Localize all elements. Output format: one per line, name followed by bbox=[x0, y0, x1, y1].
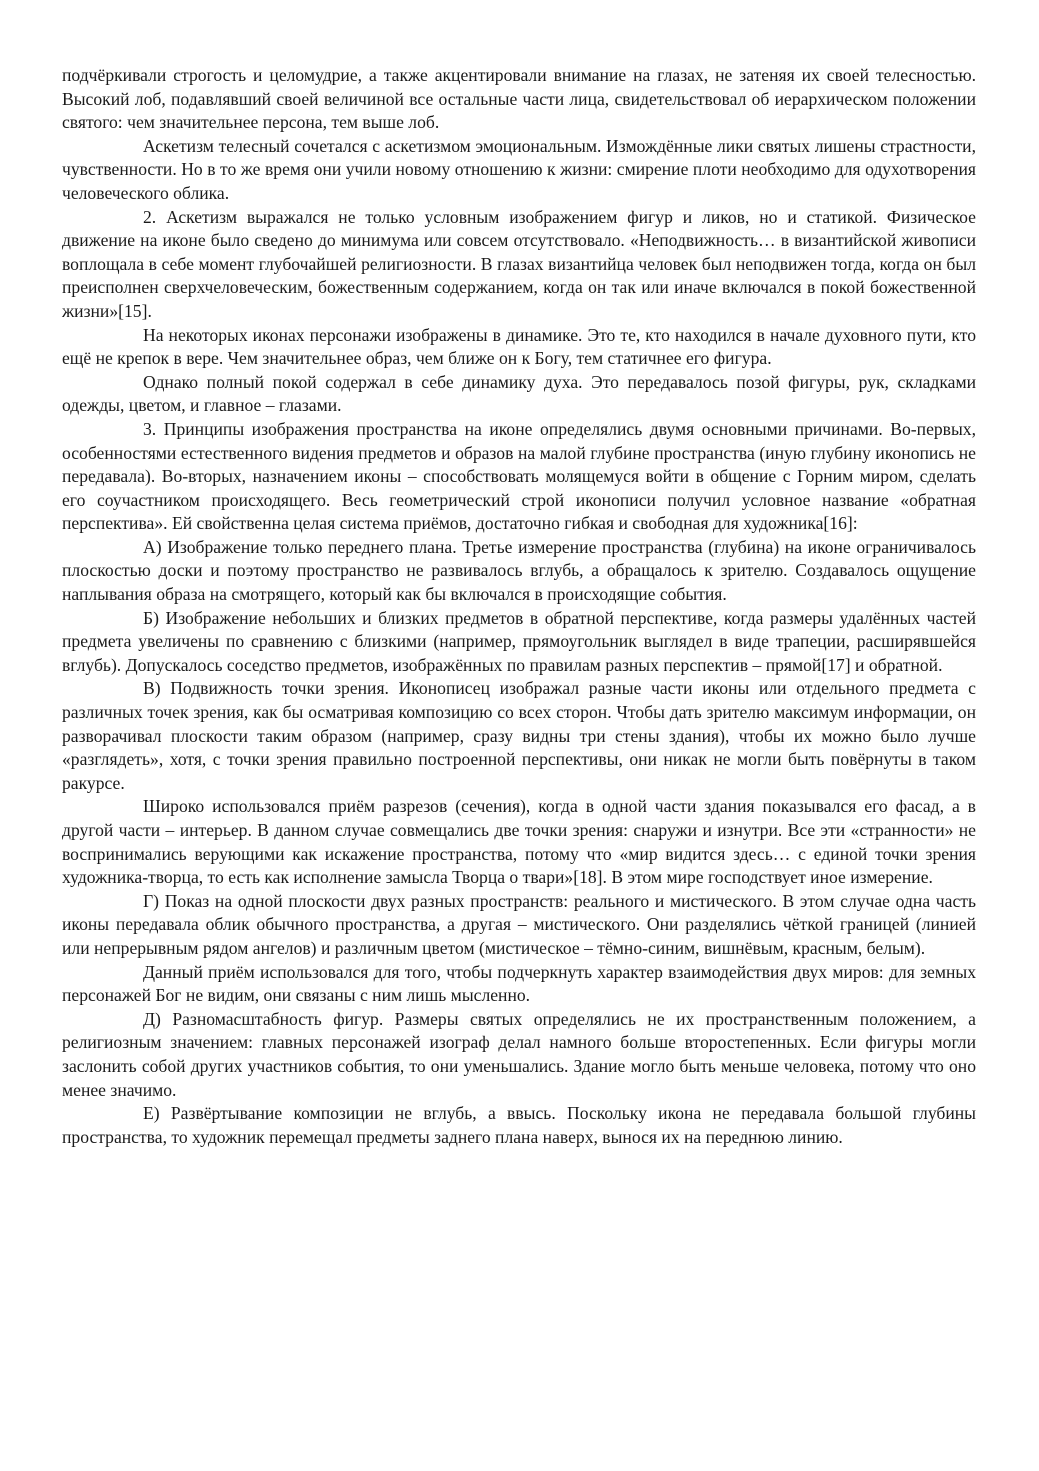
paragraph-13: Д) Разномасштабность фигур. Размеры святых определялись не их пространственным положением, а религиозным значением: главных персонажей изограф делал намного больше второстепенных. Если фигуры могли заслонить собой других участников события, то они уменьшались. Здание могло быть меньше человека, потому что оно менее значимо. bbox=[62, 1008, 976, 1100]
paragraph-1: подчёркивали строгость и целомудрие, а также акцентировали внимание на глазах, не затеняя их своей телесностью. Высокий лоб, подавлявший своей величиной все остальные части лица, свидетельствовал об иерархическом положении святого: чем значительнее персона, тем выше лоб. bbox=[62, 65, 976, 133]
paragraph-9: В) Подвижность точки зрения. Иконописец изображал разные части иконы или отдельного предмета с различных точек зрения, как бы осматривая композицию со всех сторон. Чтобы дать зрителю максимум информации, он разворачивал плоскости таким образом (например, сразу видны три стены здания), чтобы их можно было лучше «разглядеть», хотя, с точки зрения правильно построенной перспективы, они никак не могли быть повёрнуты в таком ракурсе. bbox=[62, 678, 976, 793]
paragraph-11: Г) Показ на одной плоскости двух разных пространств: реального и мистического. В этом случае одна часть иконы передавала облик обычного пространства, а другая – мистического. Они разделялись чёткой границей (линией или непрерывным рядом ангелов) и различным цветом (мистическое – тёмно-синим, вишнёвым, красным, белым). bbox=[62, 890, 976, 958]
paragraph-4: На некоторых иконах персонажи изображены в динамике. Это те, кто находился в начале духовного пути, кто ещё не крепок в вере. Чем значительнее образ, чем ближе он к Богу, тем статичнее его фигура. bbox=[62, 324, 976, 369]
paragraph-10: Широко использовался приём разрезов (сечения), когда в одной части здания показывался его фасад, а в другой части – интерьер. В данном случае совмещались две точки зрения: снаружи и изнутри. Все эти «странности» не воспринимались верующими как искажение пространства, потому что «мир видится здесь… с единой точки зрения художника-творца, то есть как исполнение замысла Творца о твари»[18]. В этом мире господствует иное измерение. bbox=[62, 796, 976, 888]
paragraph-8: Б) Изображение небольших и близких предметов в обратной перспективе, когда размеры удалённых частей предмета увеличены по сравнению с близкими (например, прямоугольник выглядел в виде трапеции, расширявшейся вглубь). Допускалось соседство предметов, изображённых по правилам разных перспектив – прямой[17] и обратной. bbox=[62, 607, 976, 675]
document-body bbox=[62, 64, 976, 1149]
paragraph-2: Аскетизм телесный сочетался с аскетизмом эмоциональным. Измождённые лики святых лишены страстности, чувственности. Но в то же время они учили новому отношению к жизни: смирение плоти необходимо для одухотворения человеческого облика. bbox=[62, 135, 976, 203]
paragraph-3: 2. Аскетизм выражался не только условным изображением фигур и ликов, но и статикой. Физическое движение на иконе было сведено до минимума или совсем отсутствовало. «Неподвижность… в византийской живописи воплощала в себе момент глубочайшей религиозности. В глазах византийца человек был неподвижен тогда, когда он был преисполнен сверхчеловеческим, божественным содержанием, когда он так или иначе включался в покой божественной жизни»[15]. bbox=[62, 206, 976, 321]
paragraph-5: Однако полный покой содержал в себе динамику духа. Это передавалось позой фигуры, рук, складками одежды, цветом, и главное – глазами. bbox=[62, 371, 976, 416]
paragraph-7: А) Изображение только переднего плана. Третье измерение пространства (глубина) на иконе ограничивалось плоскостью доски и поэтому пространство не развивалось вглубь, а обращалось к зрителю. Создавалось ощущение наплывания образа на смотрящего, который как бы включался в происходящие события. bbox=[62, 536, 976, 605]
paragraph-12: Данный приём использовался для того, чтобы подчеркнуть характер взаимодействия двух миров: для земных персонажей Бог не видим, они связаны с ним лишь мысленно. bbox=[62, 961, 976, 1006]
paragraph-14: Е) Развёртывание композиции не вглубь, а ввысь. Поскольку икона не передавала большой глубины пространства, то художник перемещал предметы заднего плана наверх, вынося их на переднюю линию. bbox=[62, 1103, 976, 1147]
paragraph-6: 3. Принципы изображения пространства на иконе определялись двумя основными причинами. Во-первых, особенностями естественного видения предметов и образов на малой глубине пространства (иную глубину иконопись не передавала). Во-вторых, назначением иконы – способствовать молящемуся войти в общение с Горним миром, сделать его соучастником происходящего. Весь геометрический строй иконописи получил условное название «обратная перспектива». Ей свойственна целая система приёмов, достаточно гибкая и свободная для художника[16]: bbox=[62, 418, 976, 534]
